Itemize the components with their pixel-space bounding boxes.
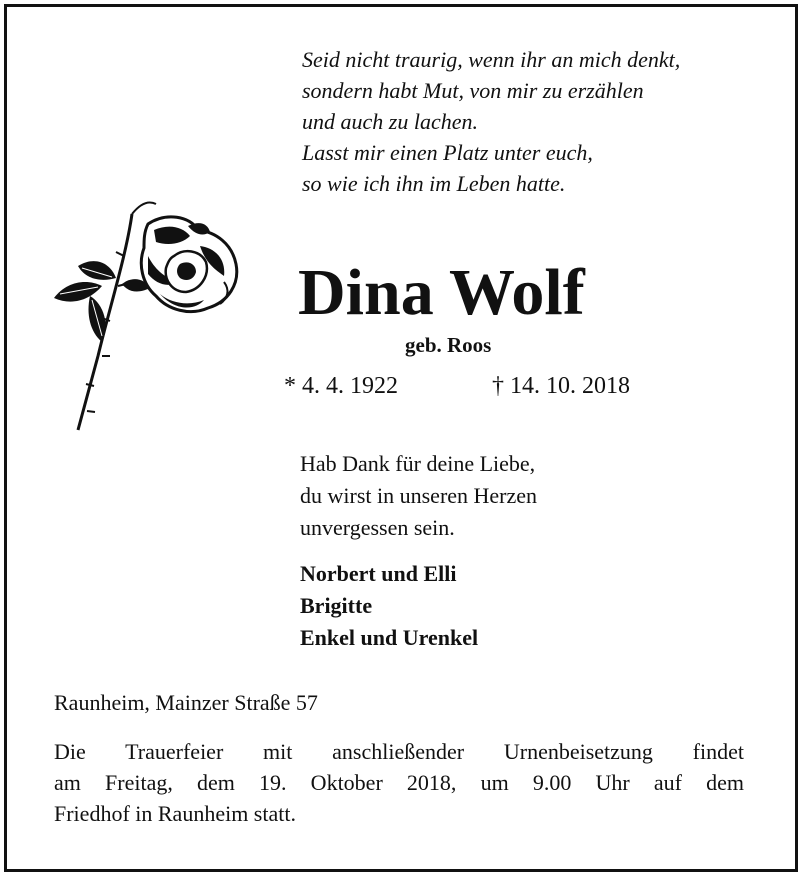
poem-line: und auch zu lachen.	[302, 109, 478, 134]
birth-date: * 4. 4. 1922	[284, 373, 398, 399]
mourner-name: Brigitte	[300, 593, 373, 618]
notice-line: am Freitag, dem 19. Oktober 2018, um 9.00 Uhr auf dem	[54, 770, 744, 795]
family-address: Raunheim, Mainzer Straße 57	[54, 690, 318, 715]
verse-line: unvergessen sein.	[300, 515, 455, 540]
deceased-name: Dina Wolf	[298, 256, 585, 329]
birth-name: geb. Roos	[405, 333, 492, 357]
mourner-name: Enkel und Urenkel	[300, 625, 479, 650]
mourners-list	[300, 558, 478, 654]
funeral-notice	[54, 736, 744, 829]
poem-line: so wie ich ihn im Leben hatte.	[302, 171, 566, 196]
poem-line: Seid nicht traurig, wenn ihr an mich denkt,	[302, 47, 681, 72]
mourner-name: Norbert und Elli	[300, 561, 457, 586]
thanks-verse	[300, 448, 537, 544]
notice-line: Friedhof in Raunheim statt.	[54, 801, 296, 826]
poem-line: sondern habt Mut, von mir zu erzählen	[302, 78, 644, 103]
verse-line: du wirst in unseren Herzen	[300, 483, 538, 508]
notice-line: Die Trauerfeier mit anschließender Urnenbeisetzung findet	[54, 739, 744, 764]
death-date: † 14. 10. 2018	[492, 373, 630, 399]
verse-line: Hab Dank für deine Liebe,	[300, 451, 536, 476]
poem-line: Lasst mir einen Platz unter euch,	[302, 140, 593, 165]
memorial-poem	[302, 44, 680, 199]
rose-icon	[40, 186, 270, 436]
